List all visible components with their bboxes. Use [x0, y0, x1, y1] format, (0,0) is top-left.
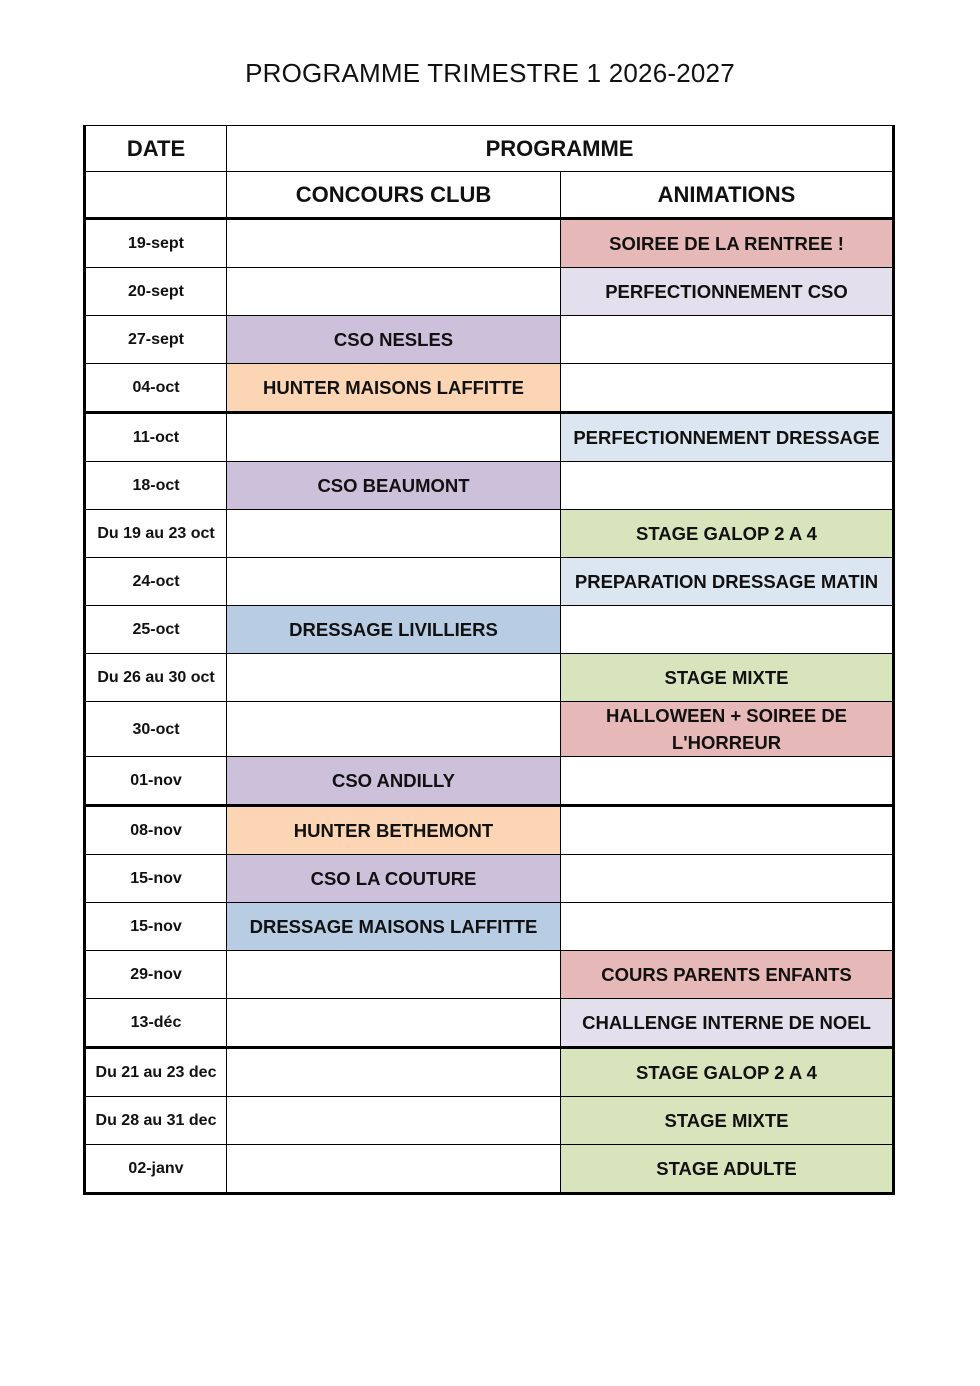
- table-row: [85, 806, 894, 855]
- concours-club-header: CONCOURS CLUB: [227, 172, 561, 219]
- animations-cell: [561, 757, 894, 806]
- date-cell: Du 19 au 23 oct: [85, 510, 227, 558]
- date-cell: 18-oct: [85, 462, 227, 510]
- table-row: [85, 558, 894, 606]
- concours-cell: [227, 510, 561, 558]
- concours-cell: [227, 654, 561, 702]
- table-row: [85, 219, 894, 268]
- animations-cell: STAGE GALOP 2 A 4: [561, 1048, 894, 1097]
- animations-cell: [561, 606, 894, 654]
- programme-header: PROGRAMME: [227, 126, 894, 172]
- date-cell: 25-oct: [85, 606, 227, 654]
- empty-header-cell: [85, 172, 227, 219]
- animations-cell: [561, 806, 894, 855]
- table-row: [85, 1097, 894, 1145]
- animations-cell: COURS PARENTS ENFANTS: [561, 951, 894, 999]
- table-row: [85, 316, 894, 364]
- date-cell: 19-sept: [85, 219, 227, 268]
- date-cell: 04-oct: [85, 364, 227, 413]
- table-row: [85, 606, 894, 654]
- date-cell: 08-nov: [85, 806, 227, 855]
- date-cell: 02-janv: [85, 1145, 227, 1194]
- date-cell: 15-nov: [85, 903, 227, 951]
- concours-cell: [227, 1097, 561, 1145]
- date-cell: 20-sept: [85, 268, 227, 316]
- animations-cell: PERFECTIONNEMENT DRESSAGE: [561, 413, 894, 462]
- table-row: [85, 855, 894, 903]
- animations-cell: CHALLENGE INTERNE DE NOEL: [561, 999, 894, 1048]
- programme-table: [83, 125, 895, 1195]
- table-row: [85, 1048, 894, 1097]
- animations-cell: STAGE MIXTE: [561, 654, 894, 702]
- table-row: [85, 654, 894, 702]
- concours-cell: [227, 1145, 561, 1194]
- table-row: [85, 757, 894, 806]
- date-cell: Du 26 au 30 oct: [85, 654, 227, 702]
- animations-cell: HALLOWEEN + SOIREE DE L'HORREUR: [561, 702, 894, 757]
- animations-cell: STAGE ADULTE: [561, 1145, 894, 1194]
- date-header: DATE: [85, 126, 227, 172]
- animations-header: ANIMATIONS: [561, 172, 894, 219]
- concours-cell: CSO BEAUMONT: [227, 462, 561, 510]
- animations-cell: [561, 903, 894, 951]
- concours-cell: CSO ANDILLY: [227, 757, 561, 806]
- concours-cell: DRESSAGE LIVILLIERS: [227, 606, 561, 654]
- table-row: [85, 462, 894, 510]
- concours-cell: [227, 268, 561, 316]
- concours-cell: [227, 413, 561, 462]
- table-row: [85, 951, 894, 999]
- animations-cell: SOIREE DE LA RENTREE !: [561, 219, 894, 268]
- table-row: [85, 413, 894, 462]
- date-cell: 30-oct: [85, 702, 227, 757]
- animations-cell: PREPARATION DRESSAGE MATIN: [561, 558, 894, 606]
- date-cell: 24-oct: [85, 558, 227, 606]
- date-cell: 29-nov: [85, 951, 227, 999]
- date-cell: 15-nov: [85, 855, 227, 903]
- date-cell: 27-sept: [85, 316, 227, 364]
- date-cell: Du 28 au 31 dec: [85, 1097, 227, 1145]
- table-row: [85, 510, 894, 558]
- date-cell: 01-nov: [85, 757, 227, 806]
- concours-cell: CSO LA COUTURE: [227, 855, 561, 903]
- table-row: [85, 903, 894, 951]
- table-row: [85, 268, 894, 316]
- animations-cell: STAGE GALOP 2 A 4: [561, 510, 894, 558]
- date-cell: Du 21 au 23 dec: [85, 1048, 227, 1097]
- table-row: [85, 364, 894, 413]
- animations-cell: [561, 855, 894, 903]
- date-cell: 11-oct: [85, 413, 227, 462]
- concours-cell: [227, 219, 561, 268]
- concours-cell: HUNTER BETHEMONT: [227, 806, 561, 855]
- table-row: [85, 1145, 894, 1194]
- concours-cell: [227, 951, 561, 999]
- date-cell: 13-déc: [85, 999, 227, 1048]
- animations-cell: PERFECTIONNEMENT CSO: [561, 268, 894, 316]
- table-row: [85, 702, 894, 757]
- concours-cell: [227, 702, 561, 757]
- concours-cell: CSO NESLES: [227, 316, 561, 364]
- concours-cell: [227, 1048, 561, 1097]
- animations-cell: [561, 364, 894, 413]
- concours-cell: HUNTER MAISONS LAFFITTE: [227, 364, 561, 413]
- concours-cell: [227, 558, 561, 606]
- concours-cell: DRESSAGE MAISONS LAFFITTE: [227, 903, 561, 951]
- concours-cell: [227, 999, 561, 1048]
- table-row: [85, 999, 894, 1048]
- animations-cell: [561, 462, 894, 510]
- animations-cell: STAGE MIXTE: [561, 1097, 894, 1145]
- page-title: PROGRAMME TRIMESTRE 1 2026-2027: [245, 58, 735, 88]
- animations-cell: [561, 316, 894, 364]
